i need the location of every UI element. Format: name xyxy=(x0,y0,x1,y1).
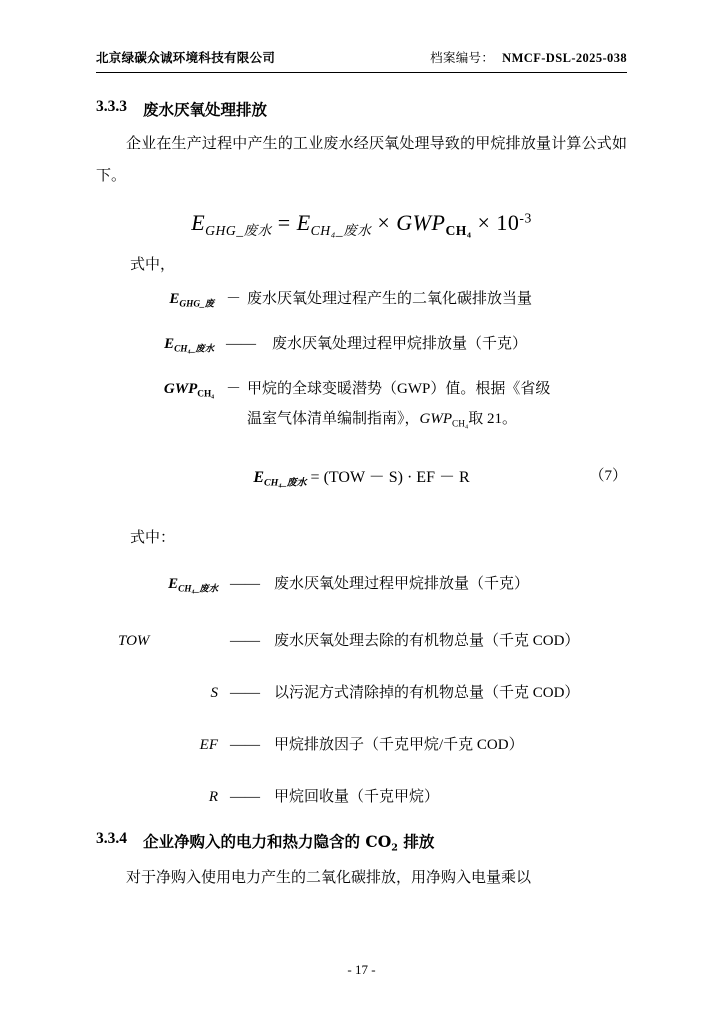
equation-7 xyxy=(96,464,627,488)
definition-row xyxy=(118,626,627,656)
definition-dash: —— xyxy=(230,575,260,592)
definition-dash: —— xyxy=(230,633,260,650)
definition-symbol: S xyxy=(210,685,218,702)
definition-symbol: $E_{GHG\_废}$ xyxy=(169,290,214,310)
paragraph-intro: 企业在生产过程中产生的工业废水经厌氧处理导致的甲烷排放量计算公式如下。 xyxy=(96,136,627,184)
formula-gwp-sub: CH₄ xyxy=(445,222,472,238)
heading-3-3-4 xyxy=(96,830,627,853)
definition-symbol: $GWP_{CH_4}$ xyxy=(163,381,214,400)
definition-list-2 xyxy=(96,569,627,812)
where-label-2: 式中： xyxy=(130,529,176,546)
definition-symbol: R xyxy=(208,789,218,806)
definition-text-line-1: 甲烷的全球变暖潜势（GWP）值。根据《省级 xyxy=(247,381,551,398)
page-number: - 17 - xyxy=(347,962,376,977)
definition-row xyxy=(118,329,627,364)
definition-row xyxy=(118,678,627,708)
definition-row xyxy=(118,730,627,760)
archive-label: 档案编号： xyxy=(430,51,495,65)
heading-title: 企业净购入的电力和热力隐含的 $CO_2$ 排放 xyxy=(143,832,435,854)
definition-dash: － xyxy=(226,381,242,398)
page-header xyxy=(96,48,627,66)
equation-7-number: （7） xyxy=(589,467,627,484)
formula-ghg-wastewater xyxy=(96,210,627,239)
document-content xyxy=(96,90,627,894)
header-divider xyxy=(96,72,627,73)
definition-dash: —— xyxy=(226,336,256,353)
definition-text: 废水厌氧处理过程甲烷排放量（千克） xyxy=(272,336,528,353)
heading-title: 废水厌氧处理排放 xyxy=(143,100,268,119)
definition-text-line-2-post: 取 21。 xyxy=(468,411,517,428)
definition-text: 废水厌氧处理去除的有机物总量（千克 COD） xyxy=(274,633,580,650)
paragraph-electricity: 对于净购入使用电力产生的二氧化碳排放，用净购入电量乘以 xyxy=(126,869,532,886)
page-footer xyxy=(0,962,723,978)
formula-gwp: GWP xyxy=(396,210,446,235)
formula-equals: = xyxy=(277,210,291,235)
definition-text-block xyxy=(247,374,627,439)
definition-text: 甲烷回收量（千克甲烷） xyxy=(274,789,440,806)
heading-number: 3.3.3 xyxy=(96,98,127,115)
formula-lhs-sub: GHG_废水 xyxy=(205,222,272,238)
definition-inline-gwp: GWP xyxy=(419,411,453,428)
formula-times-1: × xyxy=(377,210,391,235)
definition-dash: —— xyxy=(230,685,260,702)
header-archive xyxy=(430,48,627,66)
formula-lhs-base: E xyxy=(191,210,206,235)
formula-rhs-base: E xyxy=(296,210,311,235)
definition-row xyxy=(118,284,627,319)
definition-symbol: EF xyxy=(199,737,218,754)
where-label-1: 式中， xyxy=(130,256,176,273)
equation-7-expression xyxy=(253,469,469,486)
definition-text: 甲烷排放因子（千克甲烷/千克 COD） xyxy=(274,737,524,754)
definition-row xyxy=(118,782,627,812)
definition-list-1 xyxy=(96,284,627,440)
definition-text: 以污泥方式清除掉的有机物总量（千克 COD） xyxy=(274,685,580,702)
definition-text: 废水厌氧处理过程甲烷排放量（千克） xyxy=(274,575,530,592)
formula-exponent: -3 xyxy=(519,210,532,226)
definition-text-line-2-pre: 温室气体清单编制指南》， xyxy=(247,411,420,428)
heading-number: 3.3.4 xyxy=(96,830,127,848)
definition-inline-gwp-sub: CH₄ xyxy=(452,419,469,430)
formula-times-2: × xyxy=(477,210,491,235)
definition-dash: － xyxy=(226,290,242,307)
heading-3-3-3 xyxy=(96,98,627,120)
archive-code: NMCF-DSL-2025-038 xyxy=(502,51,627,65)
formula-rhs-sub: CH₄_废水 xyxy=(310,222,372,238)
formula-ten: 10 xyxy=(496,210,520,235)
definition-symbol: $E_{CH_4\_废水}$ xyxy=(164,336,214,355)
definition-dash: —— xyxy=(230,737,260,754)
definition-symbol: $E_{CH_4\_废水}$ xyxy=(168,575,218,595)
equation-7-lhs-base: E xyxy=(253,468,264,486)
header-company-name: 北京绿碳众诚环境科技有限公司 xyxy=(96,50,276,65)
definition-symbol: TOW xyxy=(118,633,150,650)
definition-row xyxy=(118,374,627,439)
definition-text: 废水厌氧处理过程产生的二氧化碳排放当量 xyxy=(247,290,533,307)
equation-7-body: = (TOW － S) · EF － R xyxy=(310,468,470,486)
definition-row xyxy=(118,569,627,604)
definition-dash: —— xyxy=(230,789,260,806)
equation-7-lhs-sub: CH₄_废水 xyxy=(264,476,307,488)
